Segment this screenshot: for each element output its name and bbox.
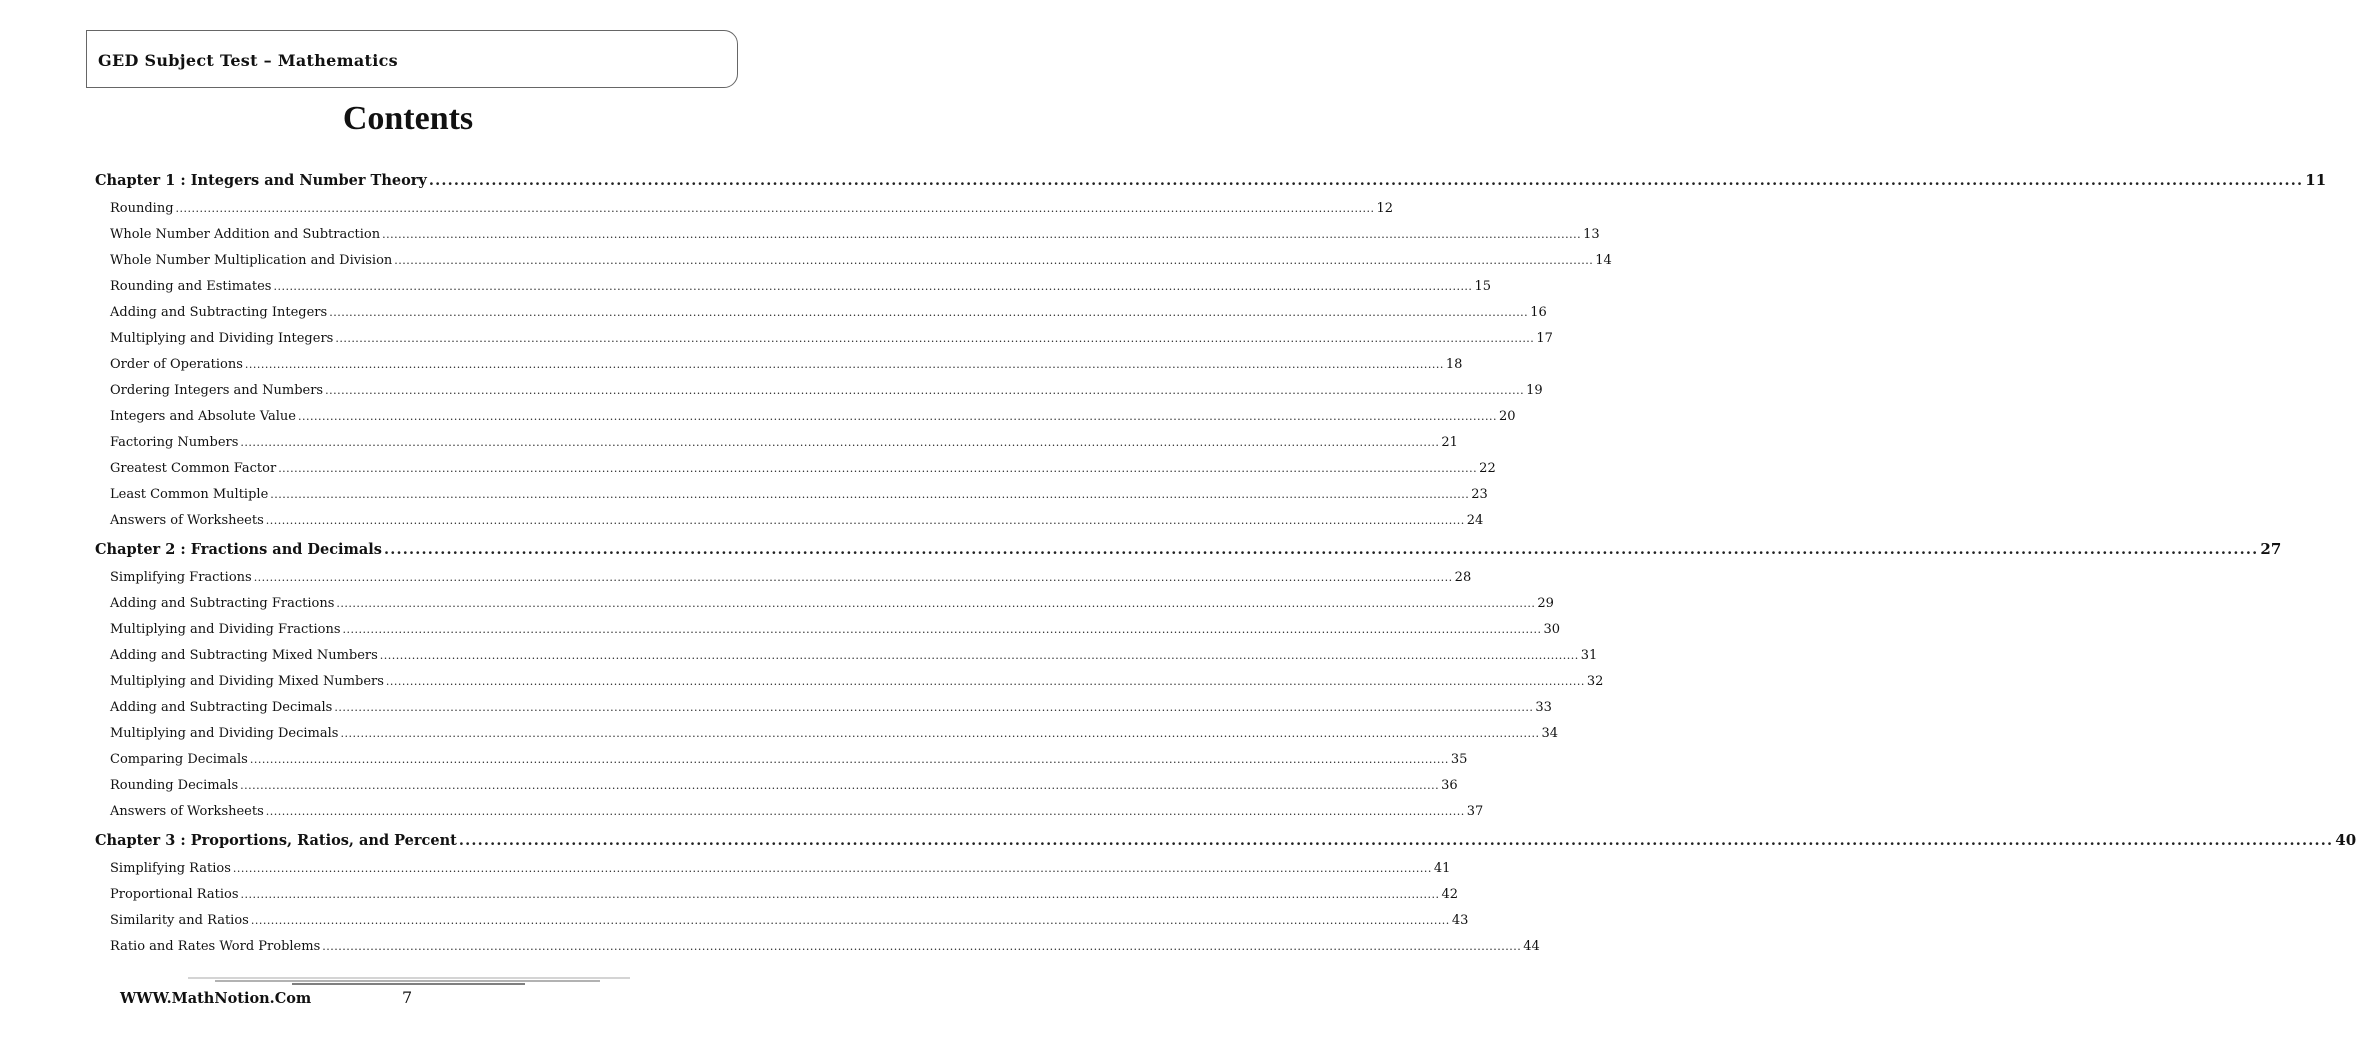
- footer-page-number: 7: [402, 988, 413, 1007]
- toc-entry-label: Multiplying and Dividing Integers: [110, 331, 334, 346]
- toc-section-entry: [110, 305, 1547, 320]
- toc-entry-label: Multiplying and Dividing Mixed Numbers: [110, 674, 384, 689]
- toc-entry-page: 31: [1580, 648, 1598, 663]
- toc-entry-page: 27: [2260, 540, 2282, 558]
- toc-leader-dots: ............................................................................................................................................................................................................................................................................................................: [385, 675, 1585, 688]
- toc-entry-page: 24: [1466, 513, 1484, 528]
- toc-entry-label: Rounding: [110, 201, 174, 216]
- toc-entry-page: 43: [1451, 913, 1469, 928]
- toc-entry-label: Chapter 2 : Fractions and Decimals: [95, 541, 382, 558]
- toc-entry-label: Chapter 1 : Integers and Number Theory: [95, 172, 427, 189]
- header-title: GED Subject Test – Mathematics: [98, 51, 398, 70]
- toc-leader-dots: ............................................................................................................................................................................................................................................................................................................: [329, 306, 1529, 319]
- toc-section-entry: [110, 648, 1598, 663]
- toc-entry-page: 32: [1586, 674, 1604, 689]
- toc-leader-dots: ............................................................................................................................................................................................................................................................................................................: [428, 172, 2304, 189]
- toc-leader-dots: ............................................................................................................................................................................................................................................................................................................: [383, 541, 2259, 558]
- toc-leader-dots: ............................................................................................................................................................................................................................................................................................................: [253, 571, 1453, 584]
- toc-entry-label: Rounding Decimals: [110, 778, 239, 793]
- toc-entry-label: Greatest Common Factor: [110, 461, 277, 476]
- toc-section-entry: [110, 752, 1468, 767]
- toc-section-entry: [110, 227, 1600, 242]
- toc-entry-page: 15: [1474, 279, 1491, 294]
- toc-entry-page: 13: [1583, 227, 1600, 242]
- toc-section-entry: [110, 435, 1458, 450]
- toc-entry-label: Comparing Decimals: [110, 752, 248, 767]
- toc-section-entry: [110, 383, 1543, 398]
- toc-leader-dots: ............................................................................................................................................................................................................................................................................................................: [394, 254, 1594, 267]
- toc-leader-dots: ............................................................................................................................................................................................................................................................................................................: [250, 914, 1450, 927]
- toc-section-entry: [110, 487, 1488, 502]
- toc-leader-dots: ............................................................................................................................................................................................................................................................................................................: [458, 832, 2334, 849]
- toc-section-entry: [110, 622, 1561, 637]
- toc-leader-dots: ............................................................................................................................................................................................................................................................................................................: [334, 701, 1534, 714]
- toc-entry-page: 18: [1445, 357, 1463, 372]
- toc-entry-page: 35: [1450, 752, 1468, 767]
- toc-entry-page: 16: [1530, 305, 1547, 320]
- page-title: Contents: [342, 100, 474, 137]
- toc-entry-label: Factoring Numbers: [110, 435, 239, 450]
- toc-entry-label: Adding and Subtracting Decimals: [110, 700, 333, 715]
- toc-entry-label: Proportional Ratios: [110, 887, 239, 902]
- toc-entry-page: 29: [1537, 596, 1554, 611]
- toc-entry-page: 44: [1523, 939, 1540, 954]
- toc-leader-dots: ............................................................................................................................................................................................................................................................................................................: [249, 753, 1449, 766]
- toc-section-entry: [110, 700, 1552, 715]
- toc-section-entry: [110, 201, 1394, 216]
- toc-section-entry: [110, 939, 1540, 954]
- header-box: [86, 30, 738, 88]
- toc-entry-page: 37: [1466, 804, 1484, 819]
- toc-chapter-entry: [95, 171, 2327, 189]
- toc-entry-page: 40: [2335, 831, 2356, 849]
- toc-entry-label: Adding and Subtracting Mixed Numbers: [110, 648, 378, 663]
- toc-entry-page: 23: [1471, 487, 1488, 502]
- toc-section-entry: [110, 279, 1491, 294]
- toc-section-entry: [110, 861, 1451, 876]
- toc-leader-dots: ............................................................................................................................................................................................................................................................................................................: [244, 358, 1444, 371]
- toc-section-entry: [110, 887, 1459, 902]
- toc-entry-page: 30: [1543, 622, 1561, 637]
- toc-leader-dots: ............................................................................................................................................................................................................................................................................................................: [175, 202, 1375, 215]
- toc-leader-dots: ............................................................................................................................................................................................................................................................................................................: [335, 332, 1535, 345]
- toc-section-entry: [110, 804, 1484, 819]
- footer-url: WWW.MathNotion.Com: [120, 990, 312, 1007]
- toc-leader-dots: ............................................................................................................................................................................................................................................................................................................: [265, 514, 1465, 527]
- toc-section-entry: [110, 253, 1612, 268]
- toc-entry-label: Simplifying Ratios: [110, 861, 231, 876]
- toc-leader-dots: ............................................................................................................................................................................................................................................................................................................: [240, 436, 1440, 449]
- toc-entry-label: Rounding and Estimates: [110, 279, 272, 294]
- toc-leader-dots: ............................................................................................................................................................................................................................................................................................................: [232, 862, 1432, 875]
- toc-entry-label: Similarity and Ratios: [110, 913, 249, 928]
- toc-section-entry: [110, 674, 1604, 689]
- toc-leader-dots: ............................................................................................................................................................................................................................................................................................................: [342, 623, 1542, 636]
- toc-entry-page: 33: [1535, 700, 1552, 715]
- toc-entry-page: 14: [1595, 253, 1612, 268]
- toc-section-entry: [110, 513, 1484, 528]
- toc-entry-page: 20: [1498, 409, 1516, 424]
- toc-section-entry: [110, 461, 1496, 476]
- toc-chapter-entry: [95, 831, 2356, 849]
- toc-entry-label: Integers and Absolute Value: [110, 409, 296, 424]
- toc-section-entry: [110, 913, 1469, 928]
- toc-section-entry: [110, 331, 1553, 346]
- toc-entry-page: 19: [1526, 383, 1543, 398]
- toc-leader-dots: ............................................................................................................................................................................................................................................................................................................: [273, 280, 1473, 293]
- toc-entry-label: Answers of Worksheets: [110, 804, 264, 819]
- toc-entry-label: Whole Number Addition and Subtraction: [110, 227, 381, 242]
- toc-leader-dots: ............................................................................................................................................................................................................................................................................................................: [325, 384, 1525, 397]
- toc-entry-label: Multiplying and Dividing Fractions: [110, 622, 341, 637]
- toc-entry-label: Ratio and Rates Word Problems: [110, 939, 321, 954]
- toc-leader-dots: ............................................................................................................................................................................................................................................................................................................: [379, 649, 1579, 662]
- toc-section-entry: [110, 726, 1558, 741]
- toc-entry-label: Order of Operations: [110, 357, 243, 372]
- toc-leader-dots: ............................................................................................................................................................................................................................................................................................................: [336, 597, 1536, 610]
- toc-chapter-entry: [95, 540, 2282, 558]
- toc-entry-label: Adding and Subtracting Fractions: [110, 596, 335, 611]
- toc-entry-page: 36: [1441, 778, 1458, 793]
- toc-entry-label: Whole Number Multiplication and Division: [110, 253, 393, 268]
- toc-entry-page: 21: [1441, 435, 1458, 450]
- toc-entry-page: 22: [1479, 461, 1496, 476]
- toc-leader-dots: ............................................................................................................................................................................................................................................................................................................: [265, 805, 1465, 818]
- toc-entry-label: Adding and Subtracting Integers: [110, 305, 328, 320]
- toc-entry-label: Multiplying and Dividing Decimals: [110, 726, 339, 741]
- toc-leader-dots: ............................................................................................................................................................................................................................................................................................................: [240, 779, 1440, 792]
- toc-leader-dots: ............................................................................................................................................................................................................................................................................................................: [340, 727, 1540, 740]
- toc-entry-label: Ordering Integers and Numbers: [110, 383, 324, 398]
- toc-section-entry: [110, 357, 1463, 372]
- toc-leader-dots: ............................................................................................................................................................................................................................................................................................................: [382, 228, 1582, 241]
- toc-leader-dots: ............................................................................................................................................................................................................................................................................................................: [298, 410, 1497, 423]
- toc-section-entry: [110, 409, 1516, 424]
- toc-entry-page: 34: [1541, 726, 1558, 741]
- toc-entry-page: 41: [1433, 861, 1451, 876]
- toc-entry-page: 28: [1454, 570, 1472, 585]
- toc-entry-page: 12: [1376, 201, 1394, 216]
- toc-leader-dots: ............................................................................................................................................................................................................................................................................................................: [278, 462, 1478, 475]
- toc-entry-page: 17: [1536, 331, 1553, 346]
- toc-leader-dots: ............................................................................................................................................................................................................................................................................................................: [322, 940, 1522, 953]
- toc-entry-label: Simplifying Fractions: [110, 570, 252, 585]
- toc-entry-page: 11: [2305, 171, 2327, 189]
- toc-section-entry: [110, 570, 1472, 585]
- toc-section-entry: [110, 596, 1554, 611]
- toc-entry-label: Chapter 3 : Proportions, Ratios, and Percent: [95, 832, 457, 849]
- toc-entry-label: Least Common Multiple: [110, 487, 269, 502]
- toc-section-entry: [110, 778, 1458, 793]
- toc-leader-dots: ............................................................................................................................................................................................................................................................................................................: [240, 888, 1440, 901]
- toc-leader-dots: ............................................................................................................................................................................................................................................................................................................: [270, 488, 1470, 501]
- toc-entry-page: 42: [1441, 887, 1459, 902]
- toc-entry-label: Answers of Worksheets: [110, 513, 264, 528]
